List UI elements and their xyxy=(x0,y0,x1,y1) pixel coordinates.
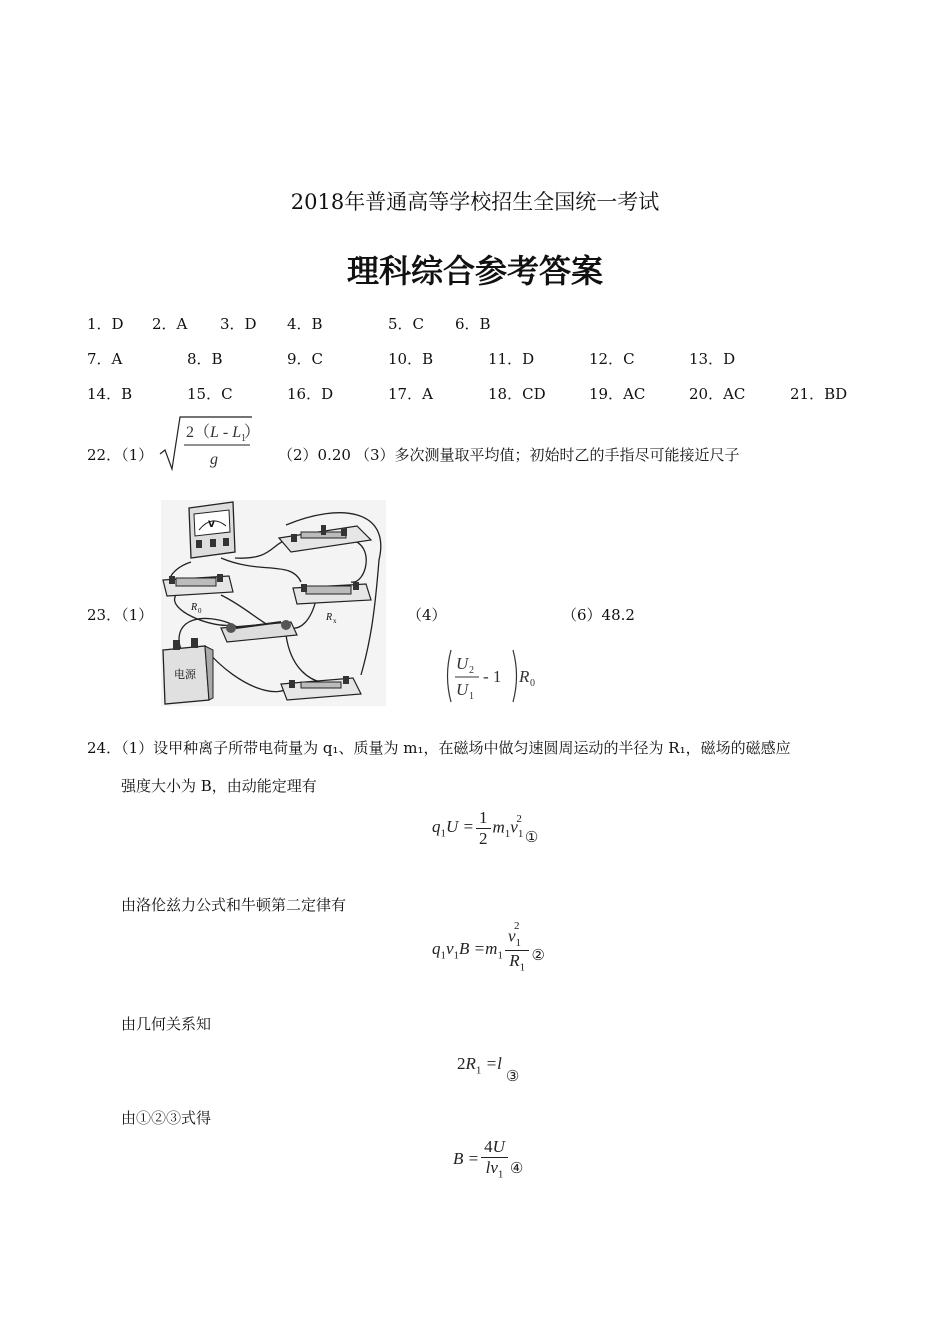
svg-text:V: V xyxy=(208,520,215,530)
svg-text:）: ） xyxy=(244,424,261,441)
svg-text:1: 1 xyxy=(241,433,246,444)
equation-4: B = $\frac{4U}{lv_1}$ ④ xyxy=(453,1137,524,1180)
q22-label: 22．（1） xyxy=(87,446,154,464)
svg-text:R: R xyxy=(191,602,198,613)
q23-part6: （6）48.2 xyxy=(562,606,635,624)
answer-item: 17．A xyxy=(388,385,433,403)
svg-text:2（L - L: 2（L - L xyxy=(186,424,242,441)
answer-item: 21．BD xyxy=(790,385,848,403)
answer-item: 2．A xyxy=(152,315,188,333)
svg-text:0: 0 xyxy=(198,607,202,615)
answer-item: 3．D xyxy=(220,315,257,333)
page-title: 理科综合参考答案 xyxy=(346,252,603,290)
answer-item: 4．B xyxy=(287,315,323,333)
q22-formula-sqrt xyxy=(158,414,261,472)
answer-item: 5．C xyxy=(388,315,425,333)
q24-text4: 由①②③式得 xyxy=(121,1109,212,1127)
answer-item: 20．AC xyxy=(689,385,746,403)
q24-text3: 由几何关系知 xyxy=(121,1015,212,1033)
answer-item: 18．CD xyxy=(488,385,546,403)
q24-line1: 24．（1）设甲种离子所带电荷量为 q₁、质量为 m₁，在磁场中做匀速圆周运动的半径为 R₁，磁场的磁感应 xyxy=(87,739,791,757)
svg-text:U: U xyxy=(456,654,469,673)
svg-text:R: R xyxy=(326,612,333,623)
circuit-diagram xyxy=(161,500,386,706)
exam-subtitle: 2018年普通高等学校招生全国统一考试 xyxy=(290,190,660,214)
q24-text2: 由洛伦兹力公式和牛顿第二定律有 xyxy=(121,896,347,914)
answer-item: 16．D xyxy=(287,385,334,403)
equation-marker: ③ xyxy=(505,1069,520,1085)
svg-text:x: x xyxy=(333,617,337,625)
answer-item: 19．AC xyxy=(589,385,646,403)
q23-part4: （4） xyxy=(407,606,447,624)
svg-text:R: R xyxy=(519,667,530,686)
answer-item: 13．D xyxy=(689,350,736,368)
svg-text:2: 2 xyxy=(469,665,474,676)
answer-item: 1．D xyxy=(87,315,124,333)
q23-label: 23．（1） xyxy=(87,606,154,624)
svg-text:1: 1 xyxy=(469,691,474,702)
svg-text:g: g xyxy=(210,451,218,468)
equation-marker: ② xyxy=(531,947,545,964)
answer-item: 11．D xyxy=(488,350,535,368)
q22-part2: （2）0.20 xyxy=(278,446,351,464)
q22-part3: （3）多次测量取平均值；初始时乙的手指尽可能接近尺子 xyxy=(355,446,740,464)
answer-item: 15．C xyxy=(187,385,233,403)
svg-text:U: U xyxy=(456,680,469,699)
answer-item: 12．C xyxy=(589,350,635,368)
q24-line2: 强度大小为 B，由动能定理有 xyxy=(121,777,317,795)
equation-3: $2R_1 =l$ ③ xyxy=(457,1054,520,1085)
svg-text:电源: 电源 xyxy=(174,668,196,681)
answer-item: 6．B xyxy=(455,315,491,333)
answer-item: 9．C xyxy=(287,350,324,368)
equation-marker: ① xyxy=(524,829,539,846)
answer-item: 7．A xyxy=(87,350,123,368)
answer-item: 10．B xyxy=(388,350,434,368)
equation-2: $q_1v_1B =m_1$ $\frac{v_1^2}{R_1}$ ② xyxy=(432,920,545,974)
equation-1: $q_1U$ = $\frac{1}{2}$ $m_1v_1^2$ ① xyxy=(432,808,539,848)
answer-item: 14．B xyxy=(87,385,133,403)
q23-formula xyxy=(443,648,543,704)
equation-marker: ④ xyxy=(509,1160,524,1177)
svg-text:0: 0 xyxy=(530,678,535,689)
voltmeter xyxy=(189,502,235,558)
answer-item: 8．B xyxy=(187,350,223,368)
svg-text:- 1: - 1 xyxy=(483,667,502,686)
